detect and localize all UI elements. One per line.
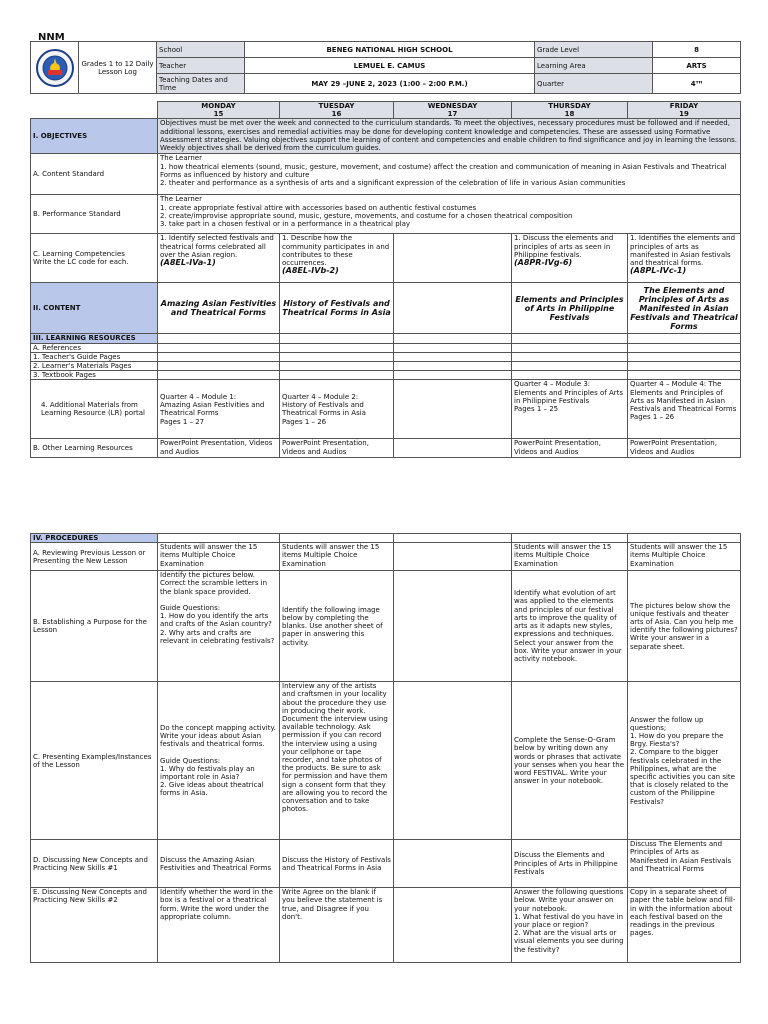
proc-b-label: B. Establishing a Purpose for the Lesson	[31, 571, 158, 682]
competency-monday: 1. Identify selected festivals and theatrical forms celebrated all over the Asian region. (A8EL-IVa-1)	[158, 234, 280, 283]
deped-seal-icon	[35, 48, 75, 88]
proc-e-tuesday: Write Agree on the blank if you believe the statement is true, and Disagree if you don't.	[280, 888, 394, 963]
dates-value: MAY 29 –JUNE 2, 2023 (1:00 – 2:00 P.M.)	[245, 74, 535, 94]
additional-wednesday	[394, 380, 512, 439]
resources-label: III. LEARNING RESOURCES	[31, 334, 158, 343]
header-table	[30, 41, 741, 94]
proc-d-wednesday	[394, 840, 512, 888]
procedures-label: IV. PROCEDURES	[31, 534, 158, 543]
proc-d-tuesday: Discuss the History of Festivals and Theatrical Forms in Asia	[280, 840, 394, 888]
proc-a-label: A. Reviewing Previous Lesson or Presenting the New Lesson	[31, 543, 158, 571]
proc-a-monday: Students will answer the 15 items Multiple Choice Examination	[158, 543, 280, 571]
textbook-pages-label: 3. Textbook Pages	[31, 371, 158, 380]
proc-c-friday: Answer the follow up questions; 1. How do you prepare the Brgy. Fiesta's? 2. Compare to the bigger festivals celebrated in the Philippines, what are the specific activities you can site that is closely related to the custom of the Philippine Festivals?	[628, 682, 741, 840]
proc-e-wednesday	[394, 888, 512, 963]
additional-materials-label: 4. Additional Materials from Learning Resource (LR) portal	[31, 380, 158, 439]
content-tuesday: History of Festivals and Theatrical Forms in Asia	[280, 283, 394, 334]
proc-b-friday: The pictures below show the unique festivals and theater arts of Asia. Can you help me identify the following pictures? Write your answer in a separate sheet.	[628, 571, 741, 682]
proc-c-thursday: Complete the Sense-O-Gram below by writing down any words or phrases that activate your senses when you hear the word FESTIVAL. Write your answer in your notebook.	[512, 682, 628, 840]
other-thursday: PowerPoint Presentation, Videos and Audios	[512, 439, 628, 458]
objectives-text: Objectives must be met over the week and connected to the curriculum standards. To meet the objectives, necessary procedures must be followed and if needed, additional lessons, exercises and remedial activities may be done for developing content knowledge and competencies. These are assessed using Formative Assessment strategies. Valuing objectives support the learning of content and competencies and enable children to find significance and joy in learning the lessons. Weekly objectives shall be derived from the curriculum guides.	[158, 119, 741, 154]
competencies-label: C. Learning Competencies Write the LC code for each.	[31, 234, 158, 283]
content-thursday: Elements and Principles of Arts in Philippine Festivals	[512, 283, 628, 334]
school-label: School	[157, 42, 245, 58]
proc-a-wednesday	[394, 543, 512, 571]
day-header-tuesday: TUESDAY 16	[280, 102, 394, 119]
content-standard-label: A. Content Standard	[31, 154, 158, 195]
lesson-log-table	[30, 101, 741, 458]
day-header-monday: MONDAY 15	[158, 102, 280, 119]
area-value: ARTS	[653, 58, 741, 74]
other-wednesday	[394, 439, 512, 458]
proc-b-wednesday	[394, 571, 512, 682]
proc-e-monday: Identify whether the word in the box is a festival or a theatrical form. Write the word under the appropriate column.	[158, 888, 280, 963]
competency-thursday: 1. Discuss the elements and principles of arts as seen in Philippine festivals. (A8PR-IVg-6)	[512, 234, 628, 283]
grade-label: Grade Level	[535, 42, 653, 58]
lm-pages-label: 2. Learner's Materials Pages	[31, 362, 158, 371]
additional-monday: Quarter 4 – Module 1: Amazing Asian Festivities and Theatrical Forms Pages 1 – 27	[158, 380, 280, 439]
content-standard-text: The Learner 1. how theatrical elements (sound, music, gesture, movement, and costume) affect the creation and communication of meaning in Asian Festivals and Theatrical Forms as influenced by history and culture 2. theater and performance as a synthesis of arts and a significant expression of the celebration of life in various Asian communities	[158, 154, 741, 195]
additional-tuesday: Quarter 4 – Module 2: History of Festivals and Theatrical Forms in Asia Pages 1 – 26	[280, 380, 394, 439]
other-monday: PowerPoint Presentation, Videos and Audios	[158, 439, 280, 458]
deped-seal	[31, 42, 79, 94]
school-value: BENEG NATIONAL HIGH SCHOOL	[245, 42, 535, 58]
proc-b-monday: Identify the pictures below. Correct the scramble letters in the blank space provided. Guide Questions: 1. How do you identify the arts and crafts of the Asian country? 2. Why arts and crafts are relevant in celebrating festivals?	[158, 571, 280, 682]
corner-label: NNM	[38, 32, 65, 43]
content-friday: The Elements and Principles of Arts as Manifested in Asian Festivals and Theatrical Forms	[628, 283, 741, 334]
day-header-thursday: THURSDAY 18	[512, 102, 628, 119]
tg-pages-label: 1. Teacher's Guide Pages	[31, 352, 158, 361]
proc-b-tuesday: Identify the following image below by completing the blanks. Use another sheet of paper in answering this activity.	[280, 571, 394, 682]
proc-a-thursday: Students will answer the 15 items Multiple Choice Examination	[512, 543, 628, 571]
proc-c-label: C. Presenting Examples/Instances of the Lesson	[31, 682, 158, 840]
proc-c-monday: Do the concept mapping activity. Write your ideas about Asian festivals and theatrical forms. Guide Questions: 1. Why do festivals play an important role in Asia? 2. Give ideas about theatrical forms in Asia.	[158, 682, 280, 840]
other-friday: PowerPoint Presentation, Videos and Audios	[628, 439, 741, 458]
area-label: Learning Area	[535, 58, 653, 74]
content-monday: Amazing Asian Festivities and Theatrical Forms	[158, 283, 280, 334]
log-title: Grades 1 to 12 Daily Lesson Log	[79, 42, 157, 94]
quarter-label: Quarter	[535, 74, 653, 94]
proc-e-label: E. Discussing New Concepts and Practicing New Skills #2	[31, 888, 158, 963]
competency-friday: 1. Identifies the elements and principles of arts as manifested in Asian festivals and theatrical forms. (A8PL-IVc-1)	[628, 234, 741, 283]
proc-e-friday: Copy in a separate sheet of paper the table below and fill-in with the information about each festival based on the readings in the previous pages.	[628, 888, 741, 963]
additional-thursday: Quarter 4 – Module 3: Elements and Principles of Arts in Philippine Festivals Pages 1 – 25	[512, 380, 628, 439]
other-resources-label: B. Other Learning Resources	[31, 439, 158, 458]
proc-c-tuesday: Interview any of the artists and craftsmen in your locality about the procedure they use in producing their work. Document the interview using available technology. Ask permission if you can record the interview using a using your cellphone or tape recorder, and take photos of the products. Be sure to ask for permission and have them sign a consent form that they are allowing you to record the conversation and to take photos.	[280, 682, 394, 840]
proc-a-tuesday: Students will answer the 15 items Multiple Choice Examination	[280, 543, 394, 571]
proc-d-label: D. Discussing New Concepts and Practicing New Skills #1	[31, 840, 158, 888]
content-wednesday	[394, 283, 512, 334]
teacher-value: LEMUEL E. CAMUS	[245, 58, 535, 74]
quarter-value: 4ᵀᴴ	[653, 74, 741, 94]
procedures-table	[30, 533, 741, 963]
proc-b-thursday: Identify what evolution of art was applied to the elements and principles of our festival arts to improve the quality of arts as it adapts new styles, expressions and techniques. Select your answer from the box. Write your answer in your activity notebook.	[512, 571, 628, 682]
proc-d-thursday: Discuss the Elements and Principles of Arts in Philippine Festivals	[512, 840, 628, 888]
other-tuesday: PowerPoint Presentation, Videos and Audios	[280, 439, 394, 458]
grade-value: 8	[653, 42, 741, 58]
performance-standard-label: B. Performance Standard	[31, 195, 158, 234]
additional-friday: Quarter 4 – Module 4: The Elements and Principles of Arts as Manifested in Asian Festivals and Theatrical Forms Pages 1 – 26	[628, 380, 741, 439]
proc-c-wednesday	[394, 682, 512, 840]
proc-e-thursday: Answer the following questions below. Write your answer on your notebook. 1. What festival do you have in your place or region? 2. What are the visual arts or visual elements you see during the festivity?	[512, 888, 628, 963]
proc-d-monday: Discuss the Amazing Asian Festivities and Theatrical Forms	[158, 840, 280, 888]
references-label: A. References	[31, 343, 158, 352]
performance-standard-text: The Learner 1. create appropriate festival attire with accessories based on authentic festival costumes 2. create/improvise appropriate sound, music, gesture, movements, and costume for a chosen theatrical composition 3. take part in a chosen festival or in a performance in a theatrical play	[158, 195, 741, 234]
competency-tuesday: 1. Describe how the community participates in and contributes to these occurrences. (A8EL-IVb-2)	[280, 234, 394, 283]
dates-label: Teaching Dates and Time	[157, 74, 245, 94]
content-label: II. CONTENT	[31, 283, 158, 334]
teacher-label: Teacher	[157, 58, 245, 74]
day-header-friday: FRIDAY 19	[628, 102, 741, 119]
competency-wednesday	[394, 234, 512, 283]
day-header-wednesday: WEDNESDAY 17	[394, 102, 512, 119]
proc-d-friday: Discuss The Elements and Principles of Arts as Manifested in Asian Festivals and Theatrical Forms	[628, 840, 741, 888]
objectives-label: I. OBJECTIVES	[31, 119, 158, 154]
proc-a-friday: Students will answer the 15 items Multiple Choice Examination	[628, 543, 741, 571]
